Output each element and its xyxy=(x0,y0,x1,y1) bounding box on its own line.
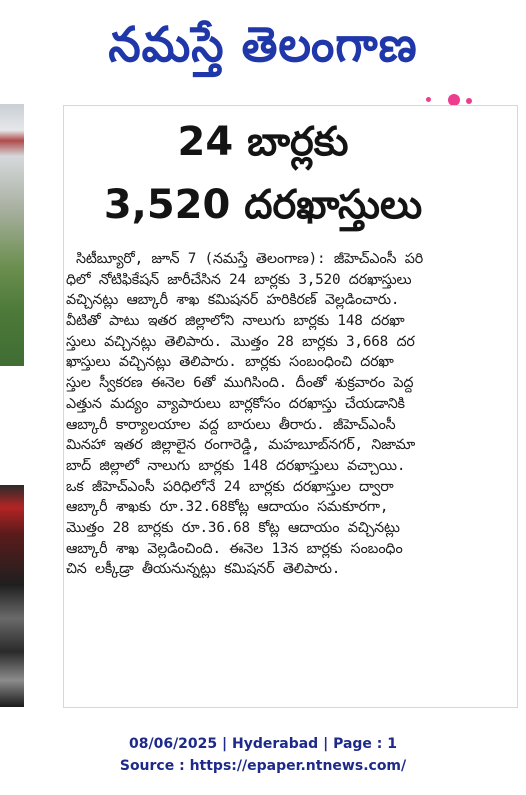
source-link[interactable]: Source : https://epaper.ntnews.com/ xyxy=(119,758,407,774)
masthead-title: నమస్తే తెలంగాణ xyxy=(108,15,418,73)
masthead xyxy=(0,0,526,88)
article-line: వీటితో పాటు ఇతర జిల్లాలోని నాలుగు బార్లకు 148 దరఖా xyxy=(66,313,405,330)
decorative-dot xyxy=(466,98,472,104)
article-line: వచ్చినట్లు ఆబ్కారీ శాఖ కమిషనర్ హరికిరణ్ వెల్లడించారు. xyxy=(66,292,400,309)
article-line: స్తుల స్వీకరణ ఈనెల 6తో ముగిసింది. దీంతో శుక్రవారం పెద్ద xyxy=(66,375,414,392)
edition-info: 08/06/2025 | Hyderabad | Page : 1 xyxy=(128,736,398,752)
article-line: బాద్ జిల్లాలో నాలుగు బార్లకు 148 దరఖాస్తులు వచ్చాయి. xyxy=(66,457,406,474)
decorative-dot xyxy=(426,97,431,102)
article-line: మొత్తం 28 బార్లకు రూ.36.68 కోట్ల ఆదాయం వచ్చినట్లు xyxy=(66,519,400,536)
article-line: ఖాస్తులు వచ్చినట్లు తెలిపారు. బార్లకు సంబంధించి దరఖా xyxy=(66,354,394,371)
headline-line-1: 24 బార్లకు xyxy=(177,119,349,165)
article-line: ఆబ్కారీ శాఖ వెల్లడించింది. ఈనెల 13న బార్లకు సంబంధిం xyxy=(66,540,403,557)
article-line: చిన లక్కీడ్రా తీయనున్నట్లు కమిషనర్ తెలిపారు. xyxy=(66,561,341,578)
article-line: ఆబ్కారీ కార్యాలయాల వద్ద బారులు తీరారు. జీహెచ్ఎంసీ xyxy=(66,416,396,433)
article-line: ఎత్తున మద్యం వ్యాపారులు బార్లకోసం దరఖాస్తు చేయడానికి xyxy=(66,395,405,412)
article-line: మినహా ఇతర జిల్లాలైన రంగారెడ్డి, మహబూబ్‌నగర్, నిజామా xyxy=(66,437,415,454)
article-line: ఆబ్కారీ శాఖకు రూ.32.68కోట్ల ఆదాయం సమకూరగా, xyxy=(66,499,389,516)
adjacent-photo-fragment xyxy=(0,485,24,707)
article-line: ధిలో నోటిఫికేషన్ జారీచేసిన 24 బార్లకు 3,520 దరఖాస్తులు xyxy=(66,271,412,288)
article-body xyxy=(66,249,514,580)
article-line: ఒక జీహెచ్ఎంసీ పరిధిలోనే 24 బార్లకు దరఖాస్తుల ద్వారా xyxy=(66,478,394,495)
article-line: సిటీబ్యూరో, జూన్ 7 (నమస్తే తెలంగాణ): జీహెచ్ఎంసీ పరి xyxy=(76,251,424,267)
headline-line-2: 3,520 దరఖాస్తులు xyxy=(103,182,423,228)
article-line: స్తులు వచ్చినట్లు తెలిపారు. మొత్తం 28 బార్లకు 3,668 దర xyxy=(66,333,415,350)
